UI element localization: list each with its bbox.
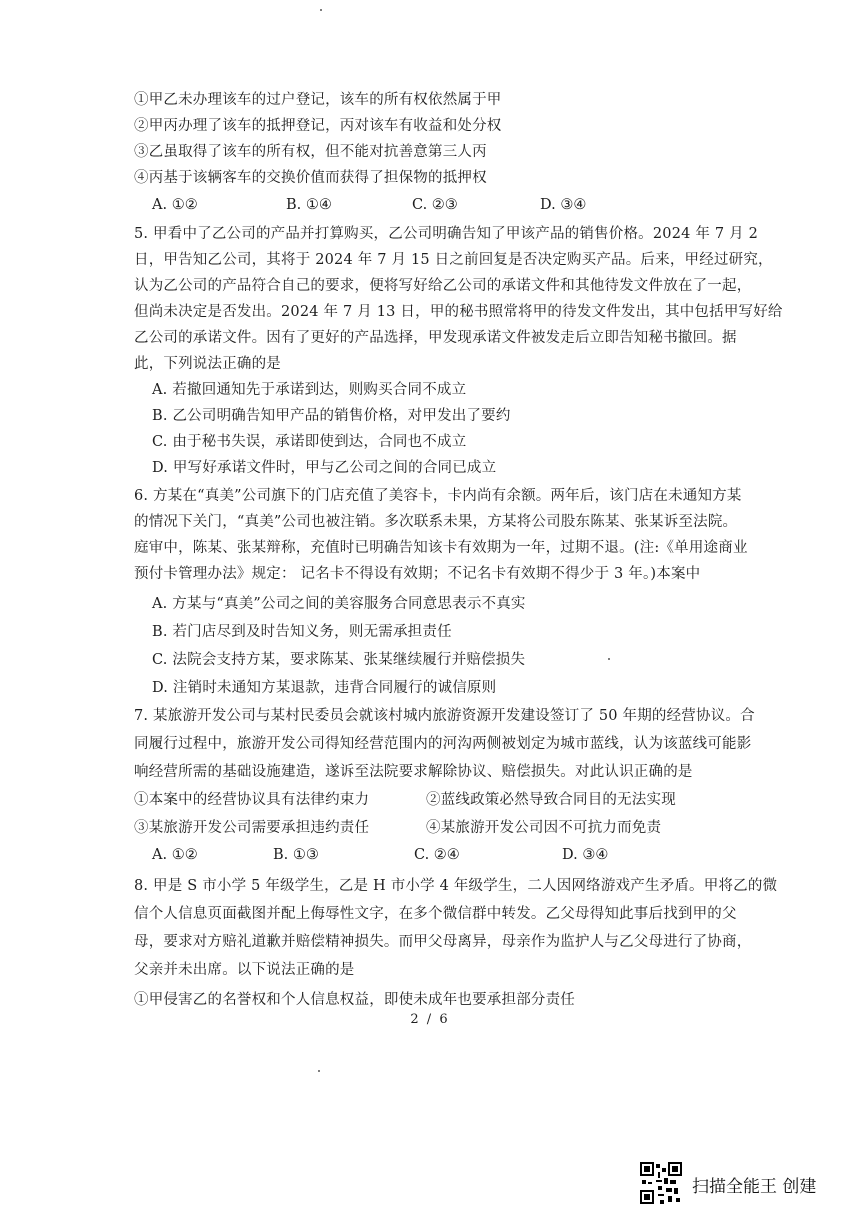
q6-stem-line-1: 6. 方某在“真美”公司旗下的门店充值了美容卡，卡内尚有余额。两年后，该门店在未通知方某 [134, 488, 742, 504]
q6-option-a: A. 方某与“真美”公司之间的美容服务合同意思表示不真实 [152, 596, 526, 612]
q4-statement-2: ②甲丙办理了该车的抵押登记，丙对该车有收益和处分权 [134, 118, 502, 134]
q8-stem-line-4: 父亲并未出席。以下说法正确的是 [134, 962, 355, 978]
scanner-watermark [640, 1162, 840, 1204]
q7-statement-4: ④某旅游开发公司因不可抗力而免责 [426, 820, 662, 836]
scan-speck [608, 658, 610, 660]
q5-stem-line-2: 日，甲告知乙公司，其将于 2024 年 7 月 15 日之前回复是否决定购买产品。后来，甲经过研究， [134, 252, 773, 268]
q5-option-b: B. 乙公司明确告知甲产品的销售价格，对甲发出了要约 [152, 408, 511, 424]
q7-stem-line-2: 同履行过程中，旅游开发公司得知经营范围内的河沟两侧被划定为城市蓝线，认为该蓝线可能影 [134, 736, 752, 752]
scan-speck [318, 1070, 320, 1072]
q7-option-d: D. ③④ [562, 847, 609, 863]
q8-statement-1: ①甲侵害乙的名誉权和个人信息权益，即使未成年也要承担部分责任 [134, 992, 575, 1008]
q6-stem-line-4: 预付卡管理办法》规定： 记名卡不得设有效期；不记名卡有效期不得少于 3 年。)本案中 [134, 566, 701, 582]
q7-statement-3: ③某旅游开发公司需要承担违约责任 [134, 820, 370, 836]
q4-statement-3: ③乙虽取得了该车的所有权，但不能对抗善意第三人丙 [134, 144, 487, 160]
q6-option-b: B. 若门店尽到及时告知义务，则无需承担责任 [152, 624, 452, 640]
q6-option-d: D. 注销时未通知方某退款，违背合同履行的诚信原则 [152, 680, 497, 696]
q6-stem-line-3: 庭审中，陈某、张某辩称，充值时已明确告知该卡有效期为一年，过期不退。(注:《单用途商业 [134, 540, 748, 556]
q5-option-c: C. 由于秘书失误，承诺即使到达，合同也不成立 [152, 434, 467, 450]
q7-option-a: A. ①② [152, 847, 198, 863]
q5-stem-line-3: 认为乙公司的产品符合自己的要求，便将写好给乙公司的承诺文件和其他待发文件放在了一起， [134, 278, 752, 294]
q7-option-b: B. ①③ [273, 847, 319, 863]
q5-stem-line-5: 乙公司的承诺文件。因有了更好的产品选择，甲发现承诺文件被发走后立即告知秘书撤回。据 [134, 330, 737, 346]
q4-option-d: D. ③④ [540, 197, 587, 213]
q4-statement-1: ①甲乙未办理该车的过户登记，该车的所有权依然属于甲 [134, 92, 502, 108]
q5-stem-line-6: 此，下列说法正确的是 [134, 356, 281, 372]
q6-stem-line-2: 的情况下关门，“真美”公司也被注销。多次联系未果，方某将公司股东陈某、张某诉至法院。 [134, 514, 738, 530]
q4-statement-4: ④丙基于该辆客车的交换价值而获得了担保物的抵押权 [134, 170, 487, 186]
qr-code-icon [640, 1162, 682, 1204]
q4-option-a: A. ①② [152, 197, 198, 213]
q5-stem-line-4: 但尚未决定是否发出。2024 年 7 月 13 日，甲的秘书照常将甲的待发文件发出，其中包括甲写好给 [134, 304, 783, 320]
q7-statement-2: ②蓝线政策必然导致合同目的无法实现 [426, 792, 676, 808]
q7-stem-line-1: 7. 某旅游开发公司与某村民委员会就该村城内旅游资源开发建设签订了 50 年期的经营协议。合 [134, 708, 755, 724]
q8-stem-line-2: 信个人信息页面截图并配上侮辱性文字，在多个微信群中转发。乙父母得知此事后找到甲的父 [134, 906, 737, 922]
scan-speck [320, 9, 322, 11]
q8-stem-line-3: 母，要求对方赔礼道歉并赔偿精神损失。而甲父母离异，母亲作为监护人与乙父母进行了协商， [134, 934, 752, 950]
q7-statement-1: ①本案中的经营协议具有法律约束力 [134, 792, 370, 808]
q7-option-c: C. ②④ [414, 847, 460, 863]
q8-stem-line-1: 8. 甲是 S 市小学 5 年级学生，乙是 H 市小学 4 年级学生，二人因网络游戏产生矛盾。甲将乙的微 [134, 878, 778, 894]
q4-option-c: C. ②③ [412, 197, 458, 213]
q5-stem-line-1: 5. 甲看中了乙公司的产品并打算购买，乙公司明确告知了甲该产品的销售价格。2024 年 7 月 2 [134, 226, 759, 242]
scanner-brand-text: 扫描全能王 创建 [692, 1177, 817, 1197]
q5-option-a: A. 若撤回通知先于承诺到达，则购买合同不成立 [152, 382, 467, 398]
page-number: 2 / 6 [410, 1012, 450, 1027]
q5-option-d: D. 甲写好承诺文件时，甲与乙公司之间的合同已成立 [152, 460, 497, 476]
q6-option-c: C. 法院会支持方某，要求陈某、张某继续履行并赔偿损失 [152, 652, 526, 668]
q4-option-b: B. ①④ [286, 197, 332, 213]
q7-stem-line-3: 响经营所需的基础设施建造，遂诉至法院要求解除协议、赔偿损失。对此认识正确的是 [134, 764, 693, 780]
